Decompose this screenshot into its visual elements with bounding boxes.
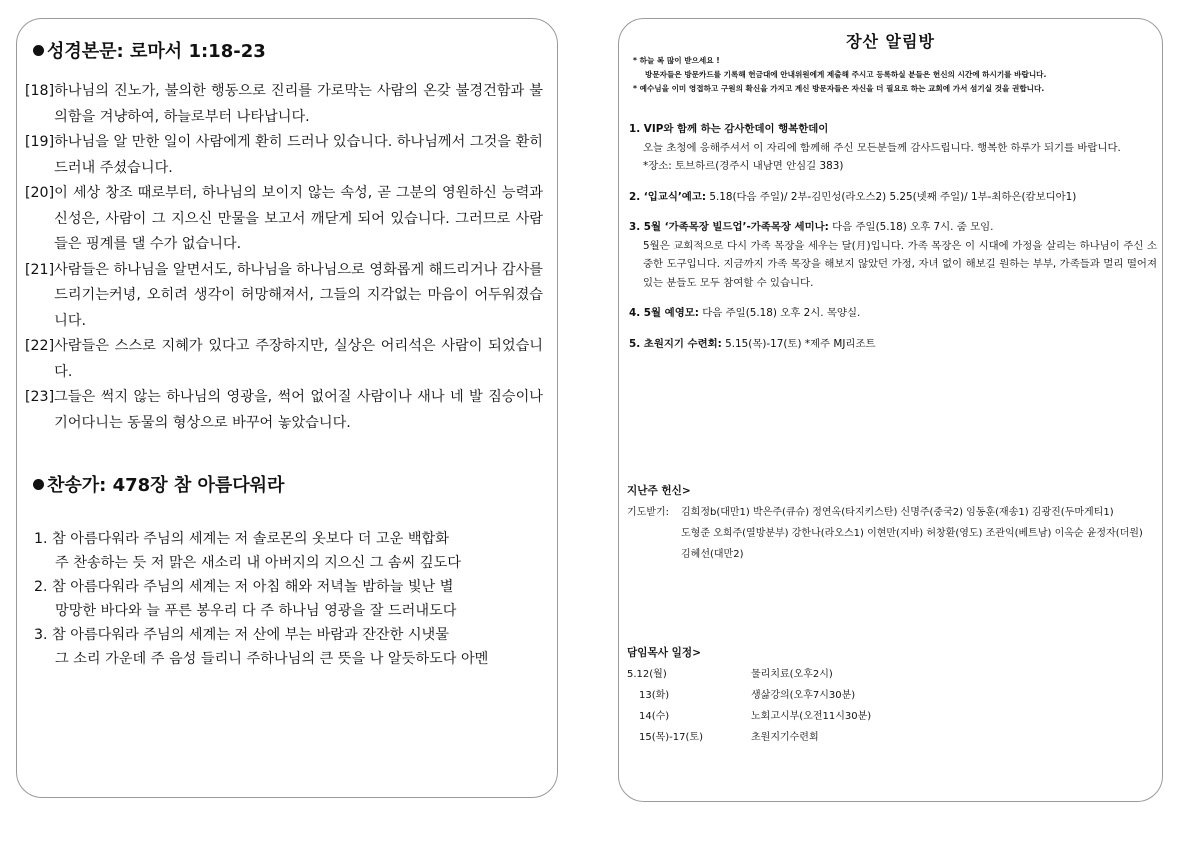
announcement-title: 장산 알림방 [846,32,935,51]
schedule-date: 14(수) [639,711,670,722]
hymn-heading: 찬송가: 478장 참 아름다워라 [33,471,284,497]
visitor-notes [633,54,1153,96]
item-header [629,218,1157,237]
verse-row [25,181,543,258]
verse-text: 사람들은 하나님을 알면서도, 하나님을 하나님으로 영화롭게 해드리거나 감사를 드리기는커녕, 오히려 생각이 허망해져서, 그들의 지각없는 마음이 어두워졌습니다. [54,261,543,329]
announcement-item [629,304,1157,323]
item-detail: 다음 주일(5.18) 오후 2시. 목양실. [698,307,861,319]
scripture-heading: 성경본문: 로마서 1:18-23 [33,37,266,63]
hymn-line: 1. 참 아름다워라 주님의 세계는 저 솔로몬의 옷보다 더 고운 백합화 [34,531,449,547]
pastor-schedule [627,643,927,748]
item-title: 4. 5월 예영모: [629,307,699,319]
schedule-row [627,706,927,727]
verse-number: [22] [25,338,55,354]
item-body: 오늘 초청에 응해주셔서 이 자리에 함께해 주신 모든분들께 감사드립니다. 행복한 하루가 되기를 바랍니다. [643,141,1121,154]
scripture-hymn-panel [16,18,558,798]
item-title: 3. 5월 ‘가족목장 빌드업’-가족목장 세미나: [629,221,829,233]
hymn-line: 망망한 바다와 늘 푸른 봉우리 다 주 하나님 영광을 잘 드러내도다 [55,603,457,619]
item-header [629,335,1157,354]
item-header [629,304,1157,323]
hymn-line: 주 찬송하는 듯 저 맑은 새소리 내 아버지의 지으신 그 솜씨 깊도다 [55,555,461,571]
schedule-date: 5.12(월) [627,669,667,680]
verse-row [25,334,543,385]
schedule-event: 물리치료(오후2시) [751,669,833,680]
verse-text: 하나님을 알 만한 일이 사람에게 환히 드러나 있습니다. 하나님께서 그것을 환히 드러내 주셨습니다. [54,134,543,176]
hymn-line: 3. 참 아름다워라 주님의 세계는 저 산에 부는 바람과 잔잔한 시냇물 [34,627,449,643]
note-line: * 하늘 복 많이 받으세요 ! [633,56,720,65]
verse-row [25,79,543,130]
scripture-verses [25,79,543,436]
announcement-item [629,120,1157,176]
verse-row [25,385,543,436]
offering-heading: 지난주 헌신> [627,485,691,497]
offering-line: 김혜선(대만2) [681,549,744,560]
hymn-line: 2. 참 아름다워라 주님의 세계는 저 아침 해와 저녁놀 밤하늘 빛난 별 [34,579,454,595]
offering-line: 김희정b(대만1) 박은주(큐슈) 정연옥(타지키스탄) 신명주(중국2) 임동훈(재송1) 김광진(두마게티1) [681,507,1114,518]
verse-number: [20] [25,185,55,201]
schedule-event: 초원지기수련회 [751,732,819,743]
bullet-icon [33,45,44,56]
item-title: 1. VIP와 함께 하는 감사한데이 행복한데이 [629,123,829,135]
verse-text: 하나님의 진노가, 불의한 행동으로 진리를 가로막는 사람의 온갖 불경건함과 불의함을 겨냥하여, 하늘로부터 나타납니다. [54,83,543,125]
schedule-row [627,664,927,685]
verse-text: 사람들은 스스로 지혜가 있다고 주장하지만, 실상은 어리석은 사람이 되었습니다. [54,338,543,380]
item-title: 5. 초원지기 수련회: [629,337,722,350]
item-header [629,188,1157,207]
item-body: 5월은 교회적으로 다시 가족 목장을 세우는 달(月)입니다. 가족 목장은 이 시대에 가정을 살리는 하나님이 주신 소중한 도구입니다. 지금까지 가족 목장을 해보지 않았던 가정, 자녀 없이 해보길 원하는 부부, 가족들과 멀리 떨어져 있는 분들도 모두 참여할 수 있습니다. [643,239,1157,289]
schedule-date: 13(화) [639,690,670,701]
offering-section [627,481,1157,565]
schedule-date: 15(목)-17(토) [639,732,703,743]
offering-label: 기도받기: [627,507,670,518]
note-line: * 예수님을 이미 영접하고 구원의 확신을 가지고 계신 방문자들은 자신을 더 필요로 하는 교회에 가서 섬기실 것을 권합니다. [633,84,1045,93]
item-header [629,120,1157,139]
announcement-item [629,188,1157,207]
item-location: *장소: 토브하르(경주시 내남면 안심길 383) [643,160,844,172]
verse-number: [19] [25,134,55,150]
announcement-items [629,120,1157,365]
schedule-row [627,727,927,748]
note-line: 방문자들은 방문카드를 기록해 헌금대에 안내위원에게 제출해 주시고 등록하실 분들은 헌신의 시간에 하시기를 바랍니다. [645,70,1047,79]
schedule-row [627,685,927,706]
offering-line: 도형준 오희주(열방분부) 강한나(라오스1) 이현만(지바) 허창환(영도) 조관익(베트남) 이옥순 윤정자(더원) [681,528,1143,539]
verse-row [25,130,543,181]
announcement-item [629,218,1157,292]
announcement-item [629,335,1157,354]
verse-number: [18] [25,83,55,99]
item-title: 2. ‘입교식’예고: [629,190,707,203]
verse-number: [21] [25,261,55,278]
bullet-icon [33,479,44,490]
schedule-event: 생삶강의(오후7시30분) [751,690,856,701]
verse-text: 이 세상 창조 때로부터, 하나님의 보이지 않는 속성, 곧 그분의 영원하신 능력과 신성은, 사람이 그 지으신 만물을 보고서 깨닫게 되어 있습니다. 그러므로 사람들은 핑계를 댈 수가 없습니다. [54,185,543,252]
offering-names [681,502,1157,565]
item-detail: 5.15(목)-17(토) *제주 MJ리조트 [721,337,876,350]
verse-text: 그들은 썩지 않는 하나님의 영광을, 썩어 없어질 사람이나 새나 네 발 짐승이나 기어다니는 동물의 형상으로 바꾸어 놓았습니다. [54,389,543,431]
schedule-heading: 담임목사 일정> [627,647,701,659]
item-detail: 5.18(다음 주일)/ 2부-김민성(라오스2) 5.25(넷째 주일)/ 1부-최하은(캄보디아1) [706,190,1077,203]
hymn-lyrics [34,527,534,671]
item-detail: 다음 주일(5.18) 오후 7시. 줌 모임. [828,221,994,233]
hymn-line: 그 소리 가운데 주 음성 들리니 주하나님의 큰 뜻을 나 알듯하도다 아멘 [55,651,489,667]
announcement-panel [618,18,1163,802]
verse-row [25,258,543,335]
schedule-event: 노회고시부(오전11시30분) [751,711,872,722]
verse-number: [23] [25,389,55,405]
